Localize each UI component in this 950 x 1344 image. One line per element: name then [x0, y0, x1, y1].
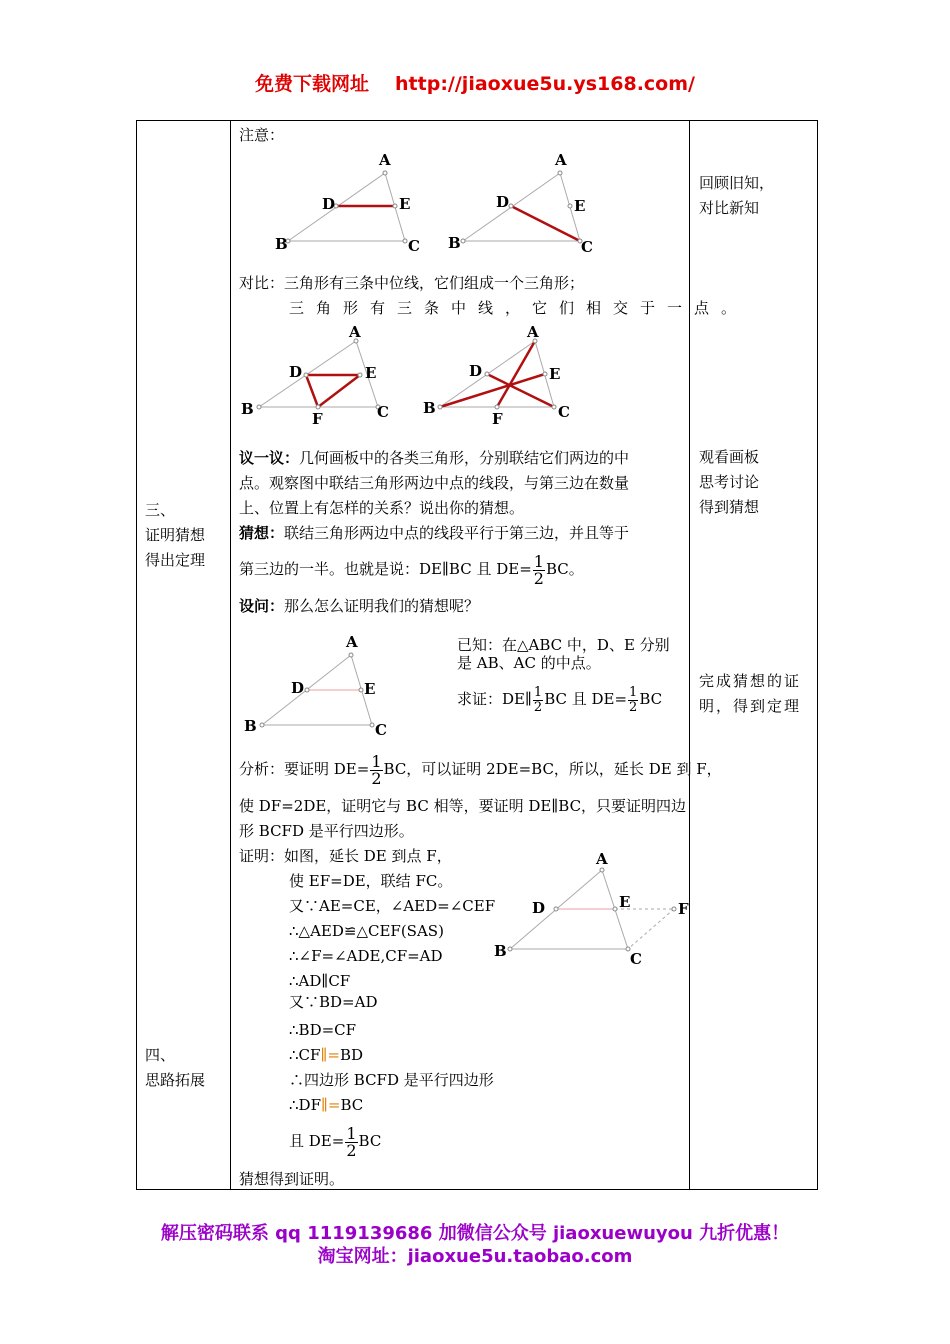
- diagram-midline: [269, 149, 429, 259]
- svg-text:B: B: [448, 234, 461, 252]
- proof-step: ∴BD=CF: [289, 1021, 357, 1039]
- section-three: 三、 证明猜想 得出定理: [145, 501, 206, 569]
- footer-line-1: 解压密码联系 qq 1119139686 加微信公众号 jiaoxuewuyou 九折优惠！: [160, 1223, 790, 1244]
- svg-text:B: B: [423, 399, 436, 417]
- diagram-median: [444, 149, 604, 259]
- svg-text:D: D: [532, 899, 546, 917]
- diagram-proof: [492, 846, 692, 966]
- svg-text:A: A: [555, 151, 567, 169]
- page-header: [0, 69, 950, 96]
- proof-step: ∴△AED≌△CEF(SAS): [289, 922, 444, 940]
- proof-step-cf: ∴CF∥=BD: [289, 1046, 363, 1064]
- svg-text:D: D: [291, 679, 305, 697]
- proof-step: 又∵BD=AD: [289, 993, 378, 1011]
- svg-text:E: E: [365, 364, 377, 382]
- svg-text:F: F: [678, 900, 689, 918]
- diagram-three-midlines: [239, 321, 409, 431]
- proof-step: ∴∠F=∠ADE,CF=AD: [289, 947, 443, 965]
- analysis-line-1: 分析：要证明 DE= $\frac{1}{2}$ BC，可以证明 2DE=BC，所以，延长 DE 到 F，: [239, 751, 722, 788]
- svg-text:A: A: [346, 633, 358, 651]
- svg-text:D: D: [469, 362, 483, 380]
- lesson-table: [136, 120, 818, 1190]
- analysis-line-2: 使 DF=2DE，证明它与 BC 相等，要证明 DE∥BC，只要证明四边: [239, 797, 687, 815]
- column-divider: [689, 121, 690, 1189]
- svg-text:E: E: [619, 893, 631, 911]
- known-line-2: 是 AB、AC 的中点。: [457, 654, 601, 672]
- svg-text:B: B: [244, 717, 257, 735]
- svg-text:B: B: [494, 942, 507, 960]
- ask-line: 设问：那么怎么证明我们的猜想呢？: [239, 597, 480, 615]
- svg-text:A: A: [527, 323, 539, 341]
- discuss-line-3: 上、位置上有怎样的关系？说出你的猜想。: [239, 499, 525, 517]
- fraction-half: $\frac{1}{2}$: [533, 551, 544, 588]
- svg-text:E: E: [549, 365, 561, 383]
- proof-step-quad: ∴四边形 BCFD 是平行四边形: [289, 1071, 494, 1089]
- discuss-line-1: 议一议：几何画板中的各类三角形，分别联结它们两边的中: [239, 449, 630, 467]
- svg-text:B: B: [241, 400, 254, 418]
- svg-text:C: C: [377, 403, 389, 421]
- activity-review: 回顾旧知， 对比新知: [699, 174, 775, 217]
- analysis-line-3: 形 BCFD 是平行四边形。: [239, 822, 414, 840]
- svg-text:C: C: [630, 950, 642, 966]
- proof-step-df: ∴DF∥=BC: [289, 1096, 364, 1114]
- proof-step: 使 EF=DE，联结 FC。: [289, 872, 453, 890]
- svg-text:D: D: [322, 195, 336, 213]
- note-label: 注意：: [239, 126, 285, 144]
- svg-text:A: A: [379, 151, 391, 169]
- activity-prove: 完成猜想的证 明，得到定理: [699, 672, 802, 715]
- svg-text:A: A: [349, 323, 361, 341]
- svg-text:F: F: [312, 410, 323, 428]
- svg-text:C: C: [581, 238, 593, 256]
- header-title: 免费下载网址: [255, 73, 370, 95]
- svg-text:C: C: [558, 403, 570, 421]
- known-line-1: 已知：在△ABC 中，D、E 分别: [457, 636, 670, 654]
- column-divider: [230, 121, 231, 1189]
- proof-step: 又∵AE=CE，∠AED=∠CEF: [289, 897, 496, 915]
- activity-discuss: 观看画板 思考讨论 得到猜想: [699, 448, 760, 516]
- conclusion: 猜想得到证明。: [239, 1170, 345, 1188]
- proof-step-de: 且 DE= $\frac{1}{2}$ BC: [289, 1123, 382, 1160]
- svg-text:E: E: [574, 197, 586, 215]
- guess-line-1: 猜想：联结三角形两边中点的线段平行于第三边，并且等于: [239, 524, 630, 542]
- prove-line: 求证：DE∥ $\frac{1}{2}$ BC 且 DE= $\frac{1}{2}$ BC: [457, 684, 663, 715]
- section-four: 四、 思路拓展: [145, 1046, 206, 1089]
- guess-line-2: 第三边的一半。也就是说：DE∥BC 且 DE= $\frac{1}{2}$ BC。: [239, 551, 584, 588]
- footer-line-2[interactable]: 淘宝网址：jiaoxue5u.taobao.com: [317, 1246, 633, 1267]
- compare-line-1: 对比：三角形有三条中位线，它们组成一个三角形；: [239, 274, 585, 292]
- median-segment: [511, 206, 580, 241]
- svg-text:E: E: [399, 195, 411, 213]
- svg-text:F: F: [492, 410, 503, 428]
- proof-line-0: 证明：如图，延长 DE 到点 F，: [239, 847, 452, 865]
- diagram-given: [239, 631, 409, 741]
- svg-text:A: A: [596, 850, 608, 868]
- proof-step: ∴AD∥CF: [289, 972, 351, 990]
- compare-line-2: 三角形有三条中线，它们相交于一点。: [289, 299, 749, 317]
- discuss-line-2: 点。观察图中联结三角形两边中点的线段，与第三边在数量: [239, 474, 630, 492]
- svg-text:D: D: [289, 363, 303, 381]
- diagram-three-medians: [423, 321, 593, 431]
- svg-text:D: D: [496, 193, 510, 211]
- svg-text:C: C: [408, 237, 420, 255]
- svg-text:B: B: [275, 235, 288, 253]
- svg-text:E: E: [364, 680, 376, 698]
- svg-text:C: C: [375, 721, 387, 739]
- header-url[interactable]: http://jiaoxue5u.ys168.com/: [395, 73, 695, 95]
